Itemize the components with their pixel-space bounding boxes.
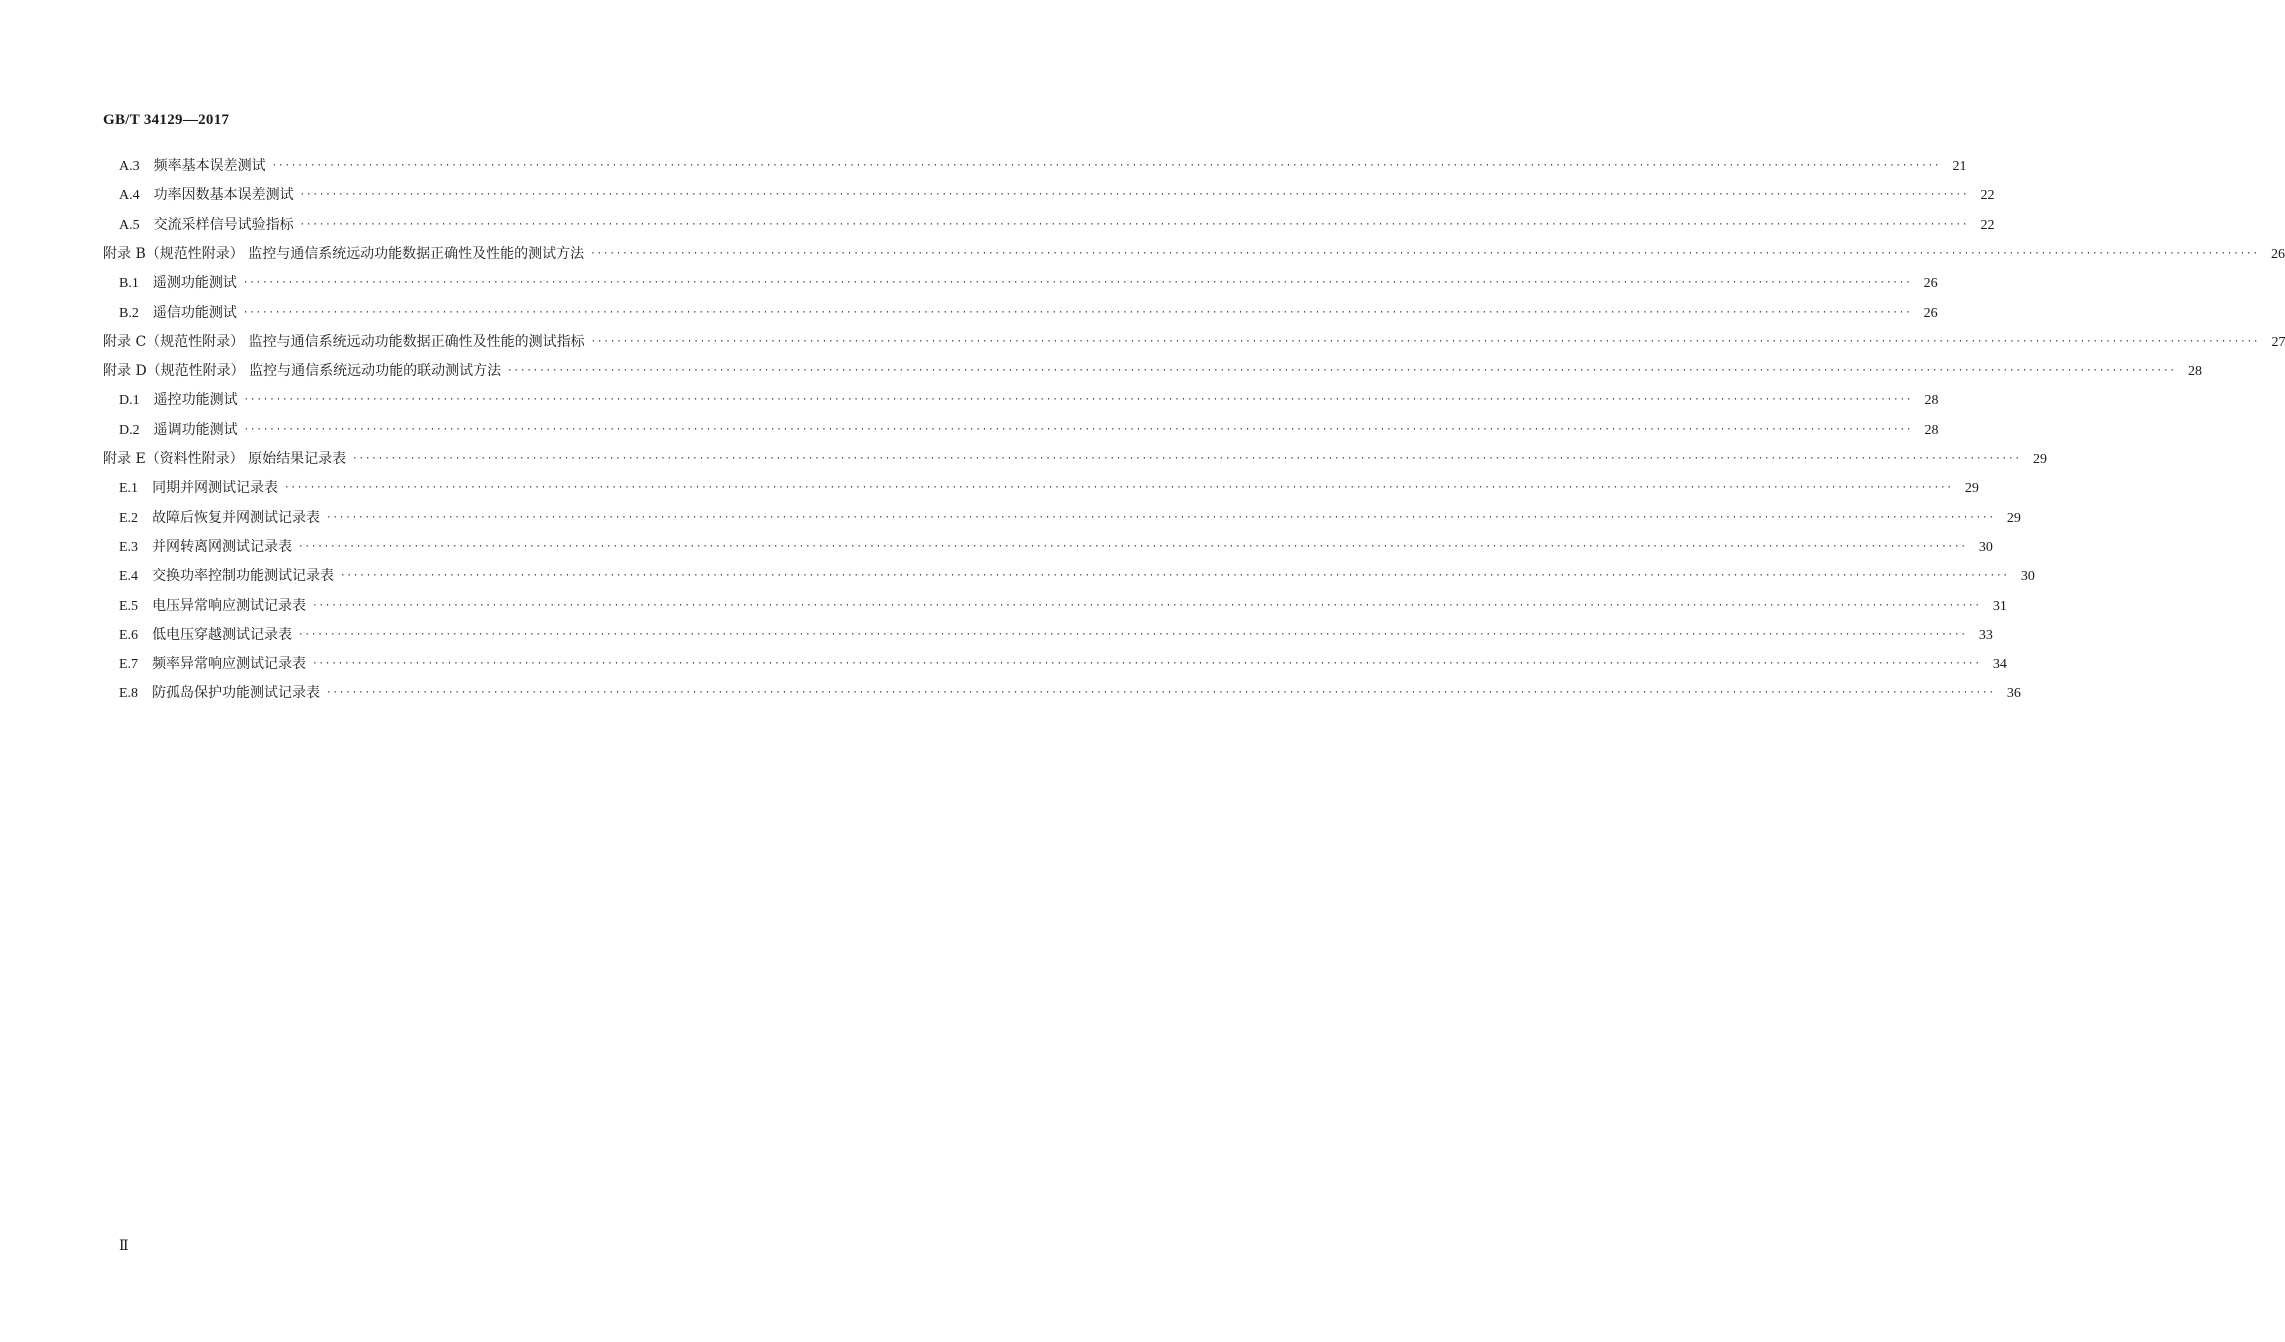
toc-dot-leader: ···································································································································································································································································· — [352, 454, 2021, 464]
toc-entry-label — [119, 386, 240, 415]
toc-entry-title: 附录 C（规范性附录） 监控与通信系统远动功能数据正确性及性能的测试指标 — [103, 333, 585, 350]
toc-entry-page: 26 — [1923, 305, 1938, 321]
toc-entry[interactable] — [103, 240, 2285, 269]
toc-entry-title: 交换功率控制功能测试记录表 — [152, 568, 335, 585]
toc-entry-number: D.1 — [119, 393, 140, 409]
toc-entry-page: 30 — [1978, 539, 1993, 555]
toc-entry-label — [119, 299, 239, 328]
toc-entry[interactable] — [119, 416, 1939, 445]
toc-entry-label — [103, 240, 586, 269]
toc-entry-page: 29 — [2006, 510, 2021, 526]
toc-dot-leader: ···································································································································································································································································· — [340, 571, 2009, 582]
toc-entry-label — [103, 328, 587, 357]
toc-entry-label — [119, 181, 296, 210]
toc-dot-leader: ···································································································································································································································································· — [590, 336, 2260, 347]
toc-entry-title: 交流采样信号试验指标 — [153, 216, 294, 233]
toc-entry-number: E.6 — [119, 627, 139, 643]
toc-dot-leader: ···································································································································································································································································· — [284, 483, 1953, 494]
toc-entry-number: A.4 — [119, 188, 140, 204]
toc-dot-leader: ···································································································································································································································································· — [298, 629, 1967, 640]
toc-entry-page: 27 — [2271, 334, 2285, 350]
toc-entry-page: 26 — [1923, 276, 1938, 292]
page-number: Ⅱ — [119, 1239, 129, 1254]
toc-entry-label — [103, 357, 503, 386]
toc-entry-label — [119, 152, 268, 181]
toc-entry[interactable] — [119, 211, 1995, 240]
toc-entry-title: 功率因数基本误差测试 — [153, 187, 294, 204]
toc-entry-page: 28 — [1924, 422, 1939, 438]
toc-entry-title: 频率异常响应测试记录表 — [152, 656, 307, 673]
toc-entry-page: 30 — [2020, 569, 2035, 585]
toc-dot-leader: ···································································································································································································································································· — [243, 395, 1913, 406]
toc-dot-leader: ···································································································································································································································································· — [590, 248, 2259, 259]
toc-entry-page: 21 — [1952, 159, 1967, 174]
toc-entry-title: 并网转离网测试记录表 — [152, 538, 293, 555]
toc-dot-leader: ···································································································································································································································································· — [298, 541, 1967, 552]
toc-entry-page: 22 — [1980, 188, 1995, 204]
toc-entry-number: A.5 — [119, 217, 140, 233]
toc-entry-title: 防孤岛保护功能测试记录表 — [152, 685, 321, 702]
toc-entry[interactable] — [119, 152, 1967, 181]
toc-entry-number: E.1 — [119, 481, 139, 497]
toc-entry-page: 28 — [2187, 364, 2202, 380]
toc-entry[interactable] — [103, 328, 2285, 357]
toc-entry-title: 同期并网测试记录表 — [152, 480, 279, 497]
toc-entry[interactable] — [119, 386, 1939, 415]
toc-entry-page: 28 — [1924, 393, 1939, 409]
toc-entry[interactable] — [119, 181, 1995, 210]
toc-entry-number: E.4 — [119, 569, 139, 585]
toc-entry-label — [119, 650, 308, 679]
toc-dot-leader: ···································································································································································································································································· — [507, 366, 2176, 377]
toc-entry-label — [119, 504, 322, 533]
toc-dot-leader: ···································································································································································································································································· — [299, 190, 1969, 201]
toc-entry-label — [119, 211, 296, 240]
standard-code-header: GB/T 34129—2017 — [103, 112, 230, 128]
toc-entry[interactable] — [119, 562, 2035, 591]
toc-entry-page: 26 — [2271, 246, 2285, 262]
toc-entry-page: 34 — [1992, 657, 2007, 673]
toc-entry[interactable] — [119, 533, 1993, 562]
toc-dot-leader: ···································································································································································································································································· — [242, 278, 1912, 289]
toc-dot-leader: ···································································································································································································································································· — [299, 219, 1969, 230]
toc-entry-label — [119, 621, 294, 650]
toc-entry-page: 36 — [2006, 686, 2021, 702]
toc-entry-title: 附录 E（资料性附录） 原始结果记录表 — [103, 451, 347, 467]
toc-entry-label — [119, 269, 239, 298]
toc-entry-page: 29 — [2032, 452, 2047, 467]
toc-entry-number: E.3 — [119, 539, 139, 555]
toc-entry-label — [119, 416, 240, 445]
toc-entry[interactable] — [119, 679, 2021, 708]
toc-entry-number: E.7 — [119, 657, 139, 673]
toc-entry-number: B.2 — [119, 305, 139, 321]
toc-entry[interactable] — [119, 650, 2007, 679]
toc-entry-title: 遥测功能测试 — [152, 275, 237, 292]
toc-entry-label — [119, 592, 308, 621]
toc-entry[interactable] — [119, 474, 1979, 503]
toc-entry-title: 频率基本误差测试 — [153, 158, 266, 174]
toc-entry-number: D.2 — [119, 422, 140, 438]
toc-entry-label — [119, 562, 336, 591]
toc-entry-title: 低电压穿越测试记录表 — [152, 626, 293, 643]
toc-dot-leader: ···································································································································································································································································· — [326, 512, 1995, 523]
toc-entry-title: 遥信功能测试 — [152, 304, 237, 321]
toc-entry-label — [119, 474, 280, 503]
toc-entry-title: 故障后恢复并网测试记录表 — [152, 509, 321, 526]
toc-entry-title: 遥调功能测试 — [153, 421, 238, 438]
toc-entry-number: B.1 — [119, 276, 139, 292]
toc-entry-label — [119, 679, 322, 708]
toc-dot-leader: ···································································································································································································································································· — [243, 424, 1913, 435]
toc-entry-page: 33 — [1978, 627, 1993, 643]
toc-dot-leader: ···································································································································································································································································· — [312, 659, 1981, 670]
toc-entry-page: 29 — [1964, 481, 1979, 497]
toc-dot-leader: ···································································································································································································································································· — [242, 307, 1912, 318]
toc-entry-page: 31 — [1992, 598, 2007, 614]
toc-entry-title: 附录 B（规范性附录） 监控与通信系统远动功能数据正确性及性能的测试方法 — [103, 245, 585, 262]
toc-entry-title: 遥控功能测试 — [153, 392, 238, 409]
toc-dot-leader: ···································································································································································································································································· — [326, 688, 1995, 699]
toc-entry[interactable] — [103, 445, 2047, 474]
toc-dot-leader: ···································································································································································································································································· — [312, 600, 1981, 611]
toc-entry-title: 电压异常响应测试记录表 — [152, 597, 307, 614]
toc-entry[interactable] — [119, 592, 2007, 621]
toc-entry-label — [103, 445, 348, 474]
toc-entry-title: 附录 D（规范性附录） 监控与通信系统远动功能的联动测试方法 — [103, 363, 502, 380]
toc-entry-label — [119, 533, 294, 562]
toc-entry-number: A.3 — [119, 159, 140, 174]
toc-entry[interactable] — [119, 621, 1993, 650]
toc-dot-leader: ···································································································································································································································································· — [271, 161, 1941, 171]
toc-entry[interactable] — [103, 357, 2202, 386]
toc-entry[interactable] — [119, 504, 2021, 533]
toc-entry-number: E.2 — [119, 510, 139, 526]
toc-entry[interactable] — [119, 299, 1938, 328]
toc-entry[interactable] — [119, 269, 1938, 298]
toc-entry-page: 22 — [1980, 217, 1995, 233]
toc-entry-number: E.8 — [119, 686, 139, 702]
toc-entry-number: E.5 — [119, 598, 139, 614]
